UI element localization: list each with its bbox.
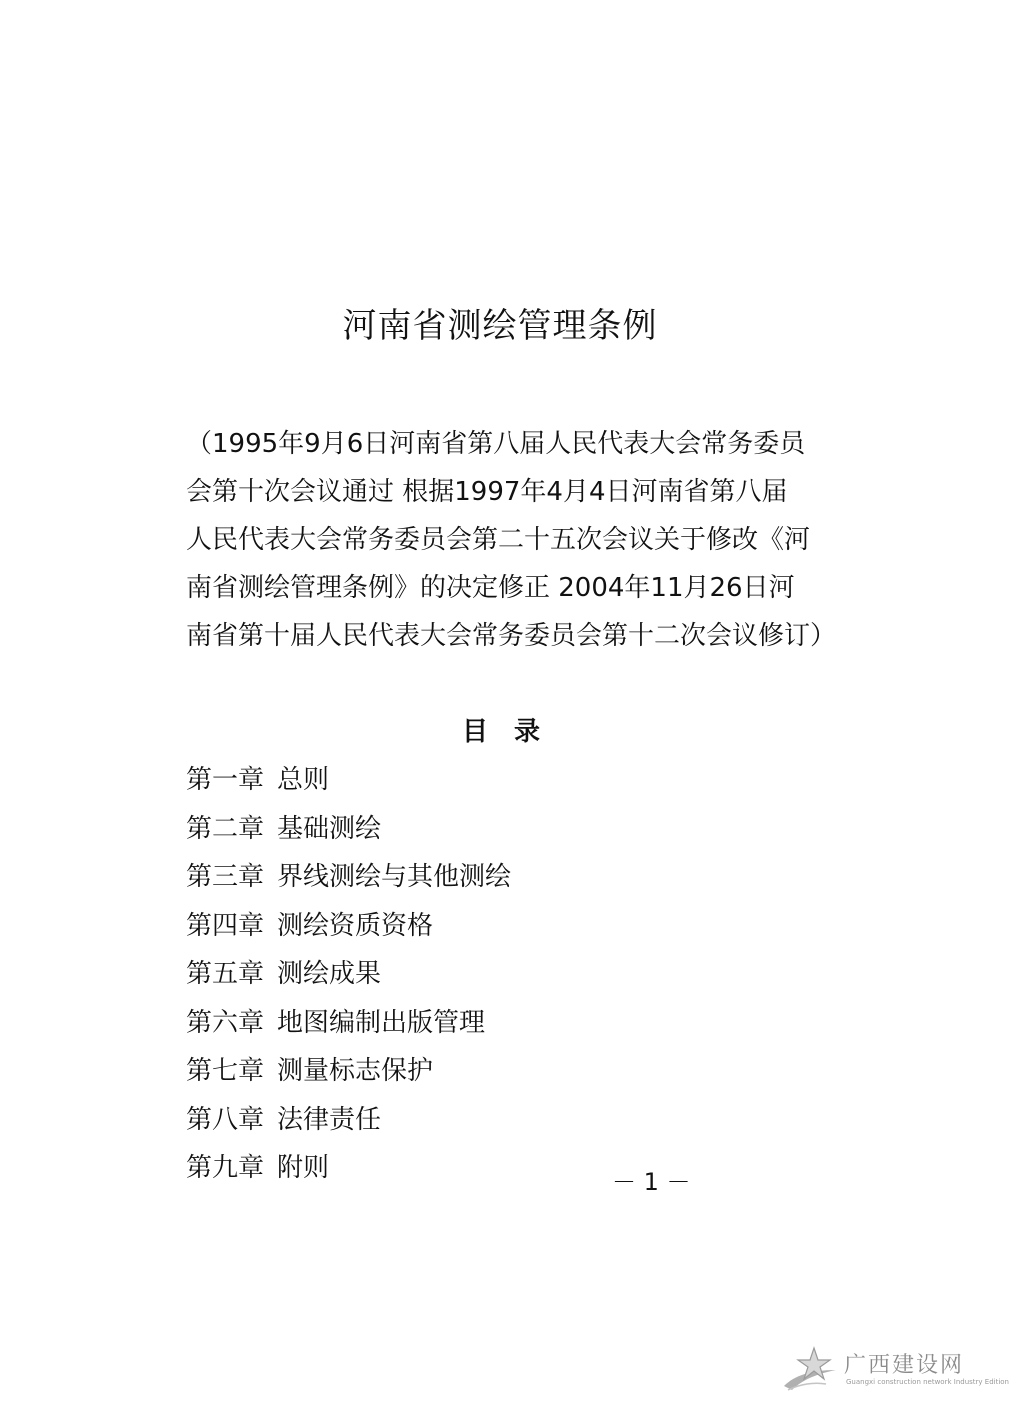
toc-chapter-title: 附则	[277, 1153, 330, 1183]
toc-chapter-number: 第二章	[186, 813, 265, 844]
watermark-subtitle: Guangxi construction network Industry Edition	[846, 1378, 1009, 1386]
toc-chapter-title: 界线测绘与其他测绘	[277, 862, 512, 892]
preamble-line: 人民代表大会常务委员会第二十五次会议关于修改《河	[186, 525, 811, 555]
document-preamble	[186, 420, 846, 660]
toc-chapter-number: 第八章	[186, 1104, 265, 1135]
preamble-line: 南省第十届人民代表大会常务委员会第十二次会议修订）	[186, 621, 837, 651]
toc-item	[186, 1047, 511, 1096]
toc-chapter-title: 测量标志保护	[277, 1056, 434, 1086]
preamble-line: 会第十次会议通过 根据1997年4月4日河南省第八届	[186, 477, 788, 507]
watermark-site-name: 广西建设网	[844, 1353, 965, 1378]
page-number: － 1 －	[612, 1168, 691, 1196]
toc-item	[186, 950, 511, 999]
table-of-contents	[186, 756, 511, 1193]
toc-item	[186, 805, 511, 854]
toc-chapter-number: 第一章	[186, 765, 265, 795]
star-swoosh-logo-icon	[780, 1346, 840, 1392]
toc-chapter-number: 第九章	[186, 1153, 265, 1183]
toc-chapter-number: 第四章	[186, 910, 265, 941]
toc-item	[186, 756, 511, 805]
toc-chapter-title: 测绘资质资格	[277, 910, 434, 941]
toc-item	[186, 999, 511, 1048]
document-title: 河南省测绘管理条例	[342, 306, 658, 346]
toc-item	[186, 1144, 511, 1193]
toc-chapter-title: 测绘成果	[277, 959, 382, 989]
toc-chapter-number: 第三章	[186, 862, 265, 892]
toc-chapter-number: 第五章	[186, 959, 265, 989]
toc-item	[186, 902, 511, 951]
toc-chapter-number: 第七章	[186, 1056, 265, 1086]
preamble-line: （1995年9月6日河南省第八届人民代表大会常务委员	[186, 429, 806, 459]
toc-chapter-number: 第六章	[186, 1007, 265, 1038]
toc-chapter-title: 基础测绘	[277, 813, 382, 844]
toc-item	[186, 1096, 511, 1145]
toc-heading: 目 录	[462, 717, 541, 747]
toc-chapter-title: 法律责任	[277, 1104, 382, 1135]
toc-item	[186, 853, 511, 902]
preamble-line: 南省测绘管理条例》的决定修正 2004年11月26日河	[186, 573, 795, 603]
toc-chapter-title: 总则	[277, 765, 330, 795]
site-watermark	[780, 1346, 1009, 1394]
toc-chapter-title: 地图编制出版管理	[277, 1007, 486, 1038]
